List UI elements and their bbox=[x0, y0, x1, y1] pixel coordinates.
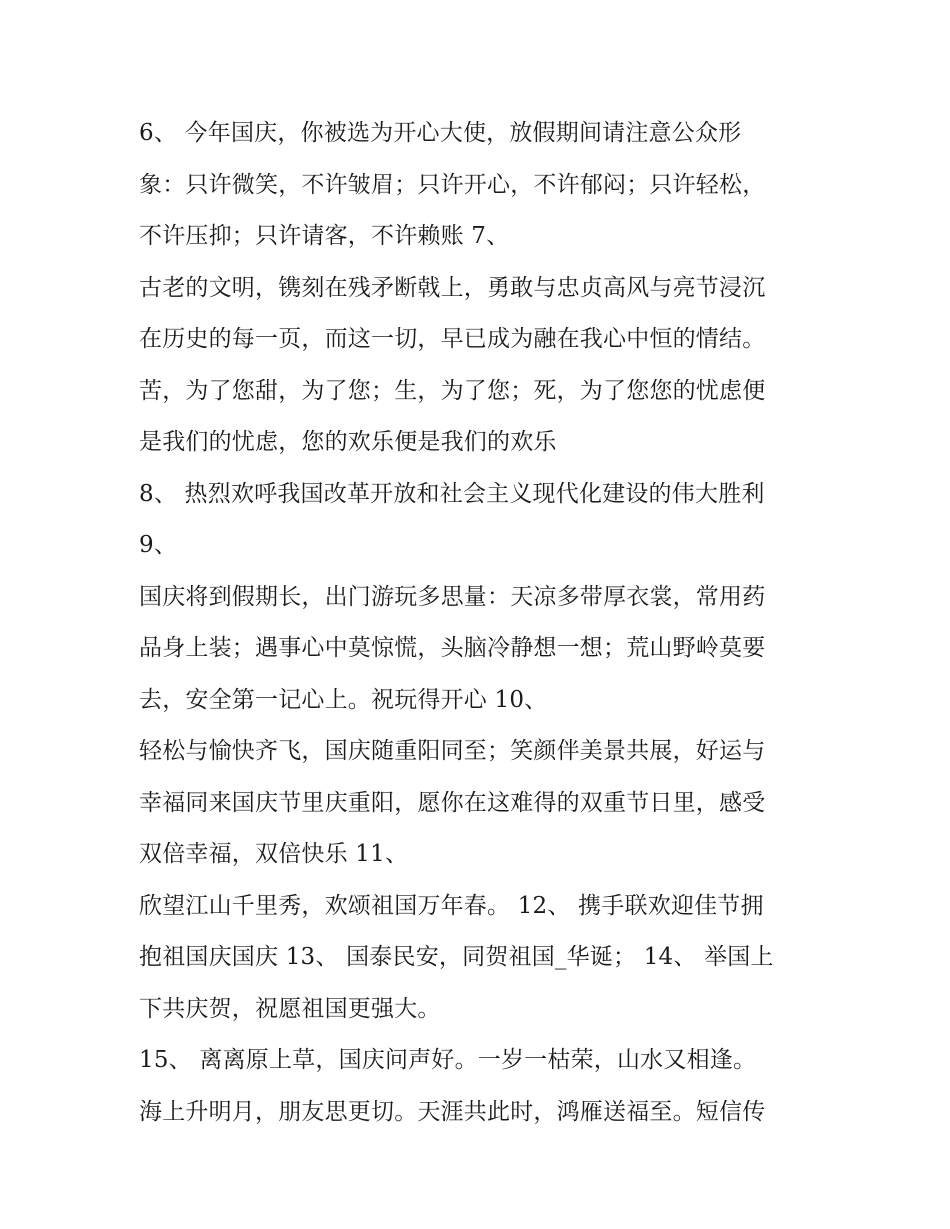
text-line: 古老的文明，镌刻在残矛断戟上，勇敢与忠贞高风与亮节浸沉 bbox=[139, 274, 766, 301]
text-line: 下共庆贺，祝愿祖国更强大。 bbox=[139, 995, 441, 1022]
text-line: 不许压抑；只许请客，不许赖账 7、 bbox=[139, 223, 510, 249]
text-line: 6、 今年国庆，你被选为开心大使，放假期间请注意公众形 bbox=[139, 120, 742, 146]
text-line: 幸福同来国庆节里庆重阳，愿你在这难得的双重节日里，感受 bbox=[139, 789, 766, 816]
text-line: 在历史的每一页，而这一切，早已成为融在我心中恒的情结。 bbox=[139, 326, 766, 352]
text-line: 品身上装；遇事心中莫惊慌，头脑冷静想一想；荒山野岭莫要 bbox=[139, 635, 766, 661]
text-line: 8、 热烈欢呼我国改革开放和社会主义现代化建设的伟大胜利 bbox=[139, 480, 765, 507]
text-line: 国庆将到假期长，出门游玩多思量：天凉多带厚衣裳，常用药 bbox=[139, 583, 766, 610]
text-line: 去，安全第一记心上。祝玩得开心 10、 bbox=[139, 686, 548, 713]
text-line: 9、 bbox=[139, 532, 178, 558]
document-text bbox=[139, 108, 819, 1138]
text-line: 15、 离离原上草，国庆问声好。一岁一枯荣，山水又相逢。 bbox=[139, 1047, 757, 1073]
text-line: 抱祖国庆国庆 13、 国泰民安，同贺祖国_华诞； 14、 举国上 bbox=[139, 944, 774, 970]
text-line: 双倍幸福，双倍快乐 11、 bbox=[139, 841, 409, 867]
text-line: 欣望江山千里秀，欢颂祖国万年春。 12、 携手联欢迎佳节拥 bbox=[139, 892, 764, 919]
text-line: 苦，为了您甜，为了您；生，为了您；死，为了您您的忧虑便 bbox=[139, 377, 766, 404]
text-line: 轻松与愉快齐飞，国庆随重阳同至；笑颜伴美景共展，好运与 bbox=[139, 738, 766, 764]
text-line: 海上升明月，朋友思更切。天涯共此时，鸿雁送福至。短信传 bbox=[139, 1098, 766, 1125]
text-line: 象：只许微笑，不许皱眉；只许开心，不许郁闷；只许轻松， bbox=[139, 171, 766, 198]
text-line: 是我们的忧虑，您的欢乐便是我们的欢乐 bbox=[139, 429, 557, 455]
